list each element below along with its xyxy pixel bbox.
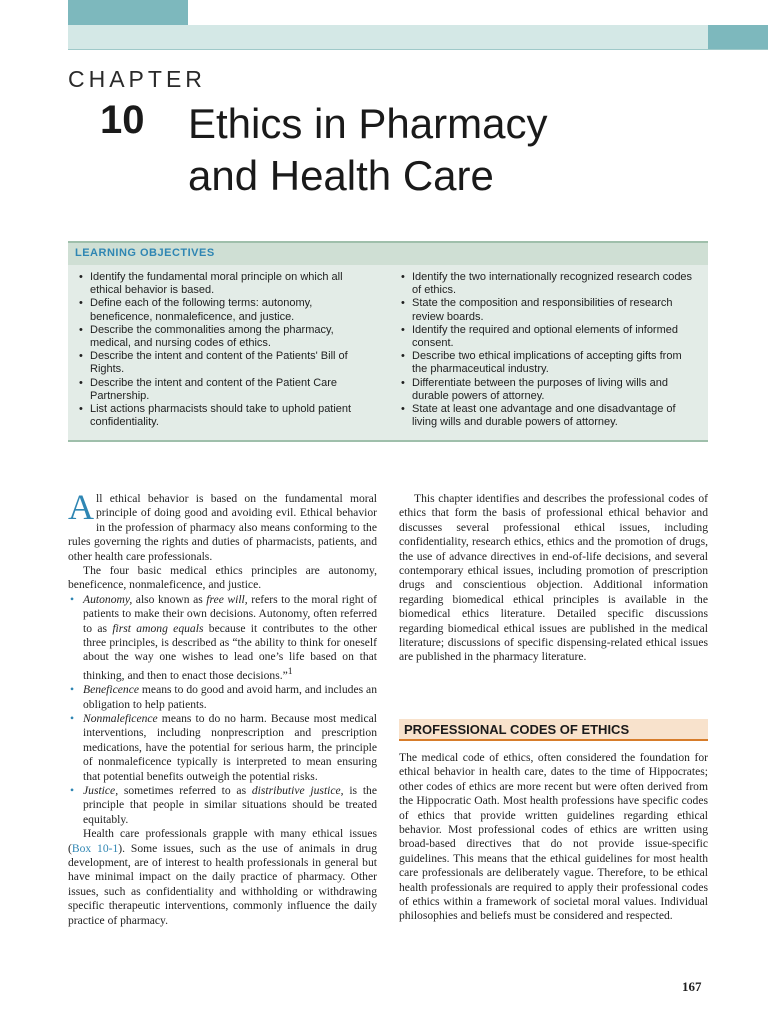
opening-text: ll ethical behavior is based on the fundamental moral principle of doing good and avoiding evil. Ethical behavior in the profession of pharmacy also means conforming to the rules governing the rights and duties of pharmacists, patients, and other health care professionals. xyxy=(68,492,377,563)
footnote-ref: 1 xyxy=(287,665,293,677)
objective-item: • State the composition and responsibilities of research review boards. xyxy=(396,297,696,323)
chapter-title-line-1: Ethics in Pharmacy xyxy=(188,100,548,147)
page-number: 167 xyxy=(682,979,702,994)
term-justice: Justice, xyxy=(83,783,119,797)
objective-item: • Describe the commonalities among the pharmacy, medical, and nursing codes of ethics. xyxy=(74,324,374,350)
body-right-column-codes xyxy=(399,751,708,924)
term-first-among-equals: first among equals xyxy=(112,621,204,635)
term-beneficence: Beneficence xyxy=(83,683,139,697)
objective-item: • Identify the required and optional elements of informed consent. xyxy=(396,324,696,350)
chapter-intro-paragraph: This chapter identifies and describes the professional codes of ethics that form the basis of professional ethical behavior and discusses several professional ethical issues, including confidentiality, research ethics, ethics and the promotion of drugs, the use of advance directives in end-of-life decisions, and several contemporary ethical issues, including promotion of prescription drugs and conscientious objection. Additional information regarding biomedical ethical principles is available in the biomedical ethics literature. Detailed specific discussions regarding biomedical ethical issues are published in the medical literature; discussions of specific dispensing-related ethical issues are published in the pharmacy literature. xyxy=(399,492,708,664)
ethical-issues-paragraph xyxy=(68,827,377,928)
chapter-title-line-2: and Health Care xyxy=(188,152,494,199)
term-nonmaleficence: Nonmaleficence xyxy=(83,711,158,725)
objective-item: • Identify the two internationally recognized research codes of ethics. xyxy=(396,271,696,297)
chapter-number: 10 xyxy=(100,98,145,142)
term-autonomy: Autonomy, xyxy=(83,592,133,606)
nonmaleficence-text: means to do no harm. Because most medical interventions, including nonprescription and prescription medications, have the potential for serious harm, the principle of nonmaleficence typically is interpreted to mean ensuring that potential benefits outweigh the potential risks. xyxy=(83,711,377,783)
term-distributive-justice: distributive justice, xyxy=(251,783,344,797)
objective-item: • State at least one advantage and one disadvantage of living wills and durable powers of attorney. xyxy=(396,403,696,429)
autonomy-text-1: also known as xyxy=(132,592,207,606)
codes-paragraph: The medical code of ethics, often considered the foundation for ethical behavior in health care, dates to the time of Hippocrates; other codes of ethics are more recent but were often derived from the Hippocratic Oath. Most health professions have specific codes of ethics that provide written guidelines regarding ethical behavior. Most professional codes of ethics are written using broad-based directives that do not provide issue-specific guidelines. This means that the ethical guidelines for most health care professionals are deliberately vague. Therefore, to be ethical health professionals are required to apply their professional codes of ethics within a framework of societal moral values. Individual philosophies and beliefs must be considered and respected. xyxy=(399,751,708,923)
chapter-label: CHAPTER xyxy=(68,66,206,92)
body-right-column-intro xyxy=(399,492,708,665)
issues-text-1: Health care professionals grapple with many ethical issues ( xyxy=(68,827,377,855)
header-tab-decoration xyxy=(68,0,188,25)
objective-item: • Describe two ethical implications of accepting gifts from the pharmaceutical industry. xyxy=(396,350,696,376)
header-band xyxy=(68,25,768,50)
objective-item: • List actions pharmacists should take to uphold patient confidentiality. xyxy=(74,403,374,429)
chapter-title xyxy=(188,98,708,202)
section-heading-box xyxy=(399,719,708,741)
learning-objectives-header xyxy=(68,243,708,265)
principle-nonmaleficence xyxy=(68,712,377,784)
header-band-accent xyxy=(708,25,768,49)
objectives-left-list xyxy=(74,271,374,429)
principles-list xyxy=(68,593,377,827)
principle-autonomy xyxy=(68,593,377,683)
learning-objectives-heading: LEARNING OBJECTIVES xyxy=(75,247,215,259)
autonomy-text-2: refers to the moral right of patients to make their own decisions. Autonomy, often referred to as xyxy=(83,592,377,635)
beneficence-text: means to do good and avoid harm, and includes an obligation to help patients. xyxy=(83,683,377,711)
issues-text-2: ). Some issues, such as the use of animals in drug development, are of interest to health professionals in general but have minimal impact on the daily practice of pharmacy. Other issues, such as confidentiality and withholding or withdrawing specific therapeutic interventions, commonly influence the daily practice of pharmacy. xyxy=(68,841,377,927)
opening-paragraph xyxy=(68,487,377,564)
justice-text-2: is the principle that people in similar situations should be treated equitably. xyxy=(83,783,377,826)
learning-objectives-box xyxy=(68,241,708,442)
autonomy-text-3: because it contributes to the other three principles, is described as “the ability to think for oneself about the way one wishes to lead one’s life based on that thinking, and then to enact those decisions.” xyxy=(83,621,377,682)
justice-text-1: sometimes referred to as xyxy=(118,783,252,797)
objective-item: • Identify the fundamental moral principle on which all ethical behavior is based. xyxy=(74,271,374,297)
box-reference-link[interactable]: Box 10-1 xyxy=(71,841,119,855)
principle-beneficence xyxy=(68,683,377,712)
drop-cap: A xyxy=(68,487,94,527)
objective-item: • Describe the intent and content of the Patient Care Partnership. xyxy=(74,377,374,403)
principle-justice xyxy=(68,784,377,827)
objectives-right-list xyxy=(396,271,696,429)
objective-item: • Describe the intent and content of the Patients' Bill of Rights. xyxy=(74,350,374,376)
objective-item: • Differentiate between the purposes of living wills and durable powers of attorney. xyxy=(396,377,696,403)
objective-item: • Define each of the following terms: autonomy, beneficence, nonmaleficence, and justice. xyxy=(74,297,374,323)
body-left-column xyxy=(68,487,377,928)
term-free-will: free will, xyxy=(206,592,248,606)
principles-intro: The four basic medical ethics principles are autonomy, beneficence, nonmaleficence, and justice. xyxy=(68,564,377,592)
section-heading: PROFESSIONAL CODES OF ETHICS xyxy=(404,722,630,737)
